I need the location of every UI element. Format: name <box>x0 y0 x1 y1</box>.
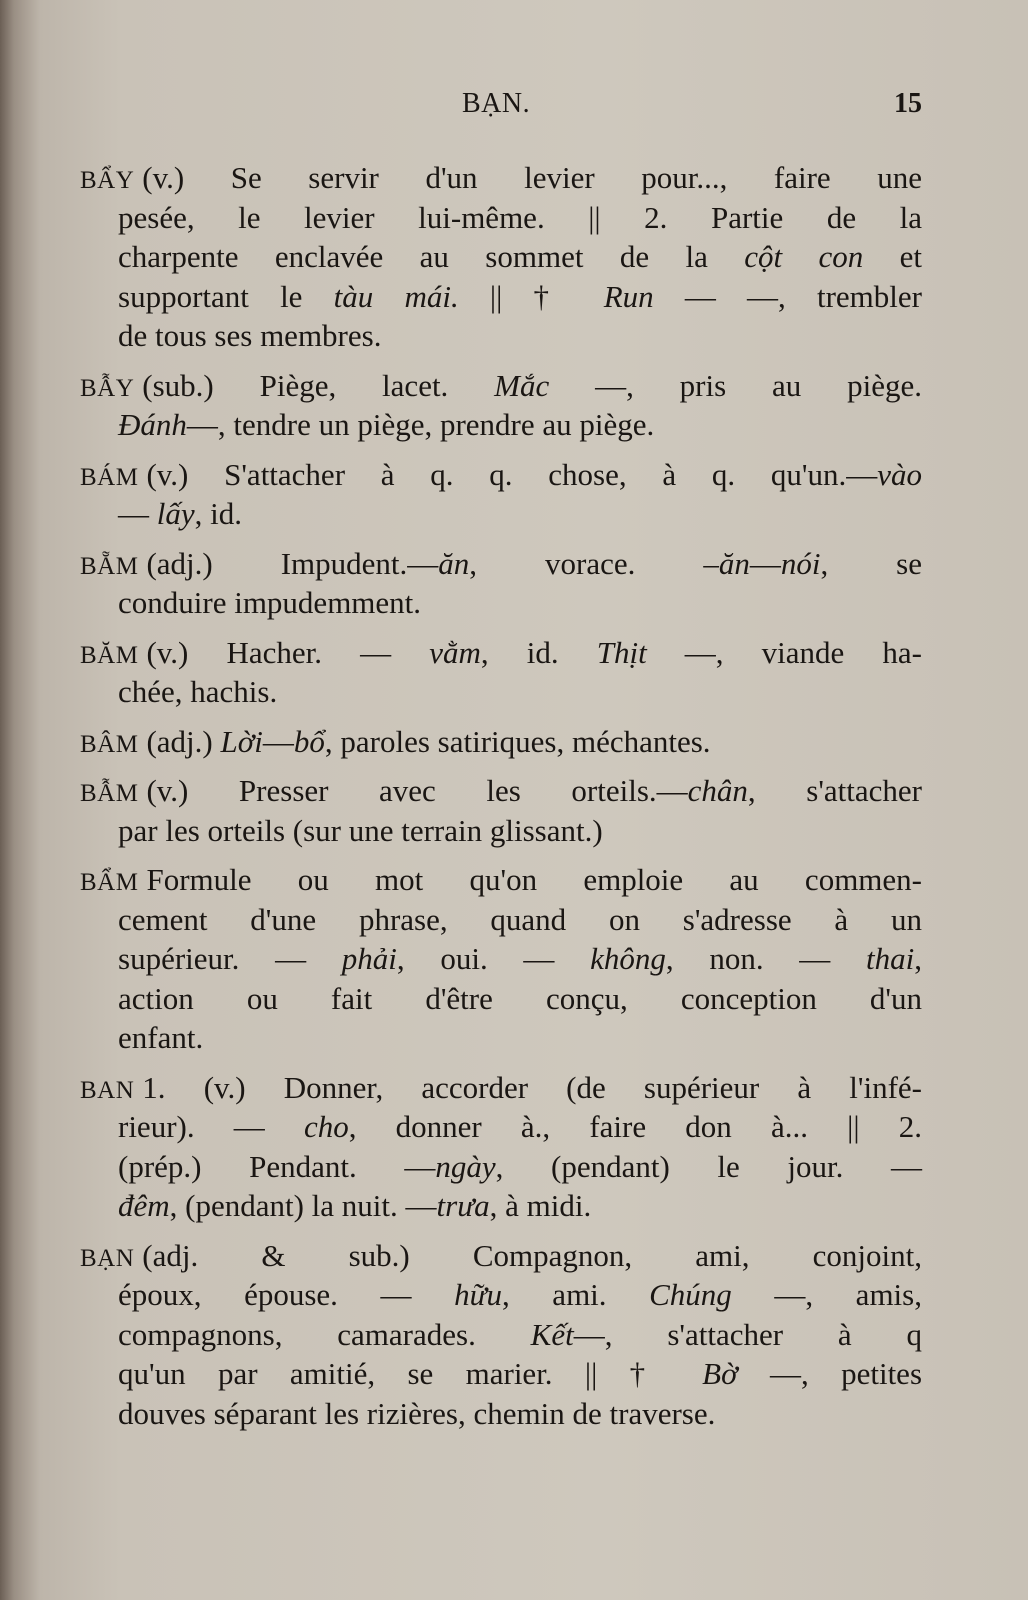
vietnamese-term: chân <box>687 773 748 808</box>
definition-text: , à midi. <box>489 1188 592 1223</box>
vietnamese-term: hữu <box>454 1277 502 1312</box>
dictionary-entry <box>80 366 922 445</box>
headword: BẪY <box>80 374 135 402</box>
entry-line <box>80 722 922 762</box>
definition-text: , ami. <box>501 1277 650 1312</box>
vietnamese-term: ăn <box>718 545 750 581</box>
definition-text: — <box>262 723 294 759</box>
entry-line <box>80 544 922 584</box>
definition-text: (adj.) Impudent.— <box>146 545 439 581</box>
entry-line <box>80 811 922 851</box>
definition-text: (v.) Presser avec les orteils.— <box>146 773 688 808</box>
definition-text: —, viande ha- <box>646 634 922 670</box>
entry-line <box>80 672 922 712</box>
definition-text: —, tendre un piège, prendre au piège. <box>186 407 655 442</box>
entry-line <box>80 900 922 940</box>
definition-text: et <box>863 239 923 274</box>
entry-line <box>80 1018 922 1058</box>
vietnamese-term: Run <box>603 278 654 314</box>
vietnamese-term: tàu mái. <box>333 278 459 314</box>
entry-line <box>80 1354 922 1394</box>
definition-text: , non. — <box>665 941 867 976</box>
definition-text: compagnons, camarades. <box>118 1316 531 1352</box>
definition-text: —, s'attacher à q <box>573 1316 922 1352</box>
definition-text: || † <box>458 278 604 314</box>
page-header <box>0 88 1028 128</box>
definition-text: , s'attacher <box>747 773 922 808</box>
definition-text: Formule ou mot qu'on emploie au commen- <box>146 862 922 897</box>
definition-text: (v.) S'attacher à q. q. chose, à q. qu'un.— <box>146 456 878 492</box>
entry-line <box>80 198 922 238</box>
dictionary-entry <box>80 158 922 356</box>
dictionary-entry <box>80 860 922 1058</box>
dictionary-entry <box>80 1068 922 1226</box>
vietnamese-term: Đánh <box>118 407 187 442</box>
definition-text: (adj. & sub.) Compagnon, ami, conjoint, <box>142 1237 922 1273</box>
headword: BẨY <box>80 167 135 194</box>
definition-text: supportant le <box>118 278 334 314</box>
entry-line <box>80 1068 922 1108</box>
dictionary-entry <box>80 771 922 850</box>
dictionary-entry <box>80 722 922 762</box>
definition-text: pesée, le levier lui-même. || 2. Partie de la <box>118 199 922 235</box>
vietnamese-term: đêm <box>118 1188 170 1223</box>
definition-text: conduire impudemment. <box>118 585 422 620</box>
definition-text: supérieur. — <box>118 941 342 976</box>
definition-text: , oui. — <box>396 941 591 976</box>
definition-text: , (pendant) le jour. — <box>495 1148 922 1184</box>
dictionary-entries <box>80 158 922 1443</box>
headword: BẠN <box>80 1244 135 1272</box>
entry-line <box>80 1236 922 1276</box>
definition-text: (v.) Hacher. — <box>146 634 430 670</box>
vietnamese-term: vào <box>877 456 922 492</box>
dictionary-entry <box>80 544 922 623</box>
headword: BÂM <box>80 730 139 758</box>
definition-text: qu'un par amitié, se marier. || † <box>118 1356 703 1391</box>
dictionary-entry <box>80 633 922 712</box>
vietnamese-term: cho <box>303 1109 349 1144</box>
definition-text: —, pris au piège. <box>549 367 922 403</box>
entry-line <box>80 633 922 673</box>
definition-text: rieur). — <box>118 1109 304 1144</box>
entry-line <box>80 1394 922 1434</box>
vietnamese-term: Chúng <box>649 1277 732 1312</box>
vietnamese-term: vằm <box>429 634 481 670</box>
entry-line <box>80 979 922 1019</box>
definition-text: —, petites <box>737 1356 923 1391</box>
entry-line <box>80 1275 922 1315</box>
definition-text: 1. (v.) Donner, accorder (de supérieur à l'infé- <box>142 1069 922 1105</box>
page-number: 15 <box>894 88 922 119</box>
definition-text: (sub.) Piège, lacet. <box>142 367 495 403</box>
headword: BẪM <box>80 780 139 807</box>
vietnamese-term: nói <box>780 545 821 581</box>
vietnamese-term: ăn <box>438 545 470 581</box>
definition-text: , se <box>820 545 922 581</box>
definition-text: enfant. <box>118 1020 204 1055</box>
definition-text: chée, hachis. <box>118 674 278 709</box>
entry-line <box>80 860 922 900</box>
vietnamese-term: bổ <box>293 723 325 759</box>
headword: BĂM <box>80 641 139 669</box>
entry-line <box>80 583 922 623</box>
vietnamese-term: Thịt <box>596 634 647 670</box>
definition-text: (prép.) Pendant. — <box>118 1148 436 1184</box>
definition-text: , vorace. – <box>469 545 719 581</box>
entry-line <box>80 1107 922 1147</box>
running-title: BẠN. <box>462 88 531 119</box>
definition-text: par les orteils (sur une terrain glissant.) <box>118 812 603 848</box>
definition-text: (v.) Se servir d'un levier pour..., faire une <box>142 160 922 195</box>
headword: BẨM <box>80 869 139 896</box>
entry-line <box>80 405 922 445</box>
vietnamese-term: không <box>590 941 666 976</box>
vietnamese-term: Mắc <box>494 367 550 403</box>
definition-text: , id. <box>194 496 242 531</box>
definition-text: — <box>749 545 781 581</box>
vietnamese-term: cột con <box>744 239 864 274</box>
definition-text: douves séparant les rizières, chemin de traverse. <box>118 1395 716 1431</box>
entry-line <box>80 771 922 811</box>
entry-line <box>80 455 922 495</box>
definition-text: action ou fait d'être conçu, conception d'un <box>118 980 922 1016</box>
definition-text: — <box>118 496 157 531</box>
headword: BAN <box>80 1076 135 1104</box>
vietnamese-term: Kết <box>530 1316 574 1352</box>
entry-line <box>80 1147 922 1187</box>
definition-text: , <box>914 941 922 976</box>
definition-text: de tous ses membres. <box>118 318 382 353</box>
entry-line <box>80 1315 922 1355</box>
entry-line <box>80 237 922 277</box>
entry-line <box>80 1186 922 1226</box>
headword: BẴM <box>80 552 139 580</box>
vietnamese-term: phải <box>341 941 397 976</box>
entry-line <box>80 158 922 198</box>
vietnamese-term: ngày <box>435 1148 496 1184</box>
definition-text: époux, épouse. — <box>118 1277 455 1312</box>
entry-line <box>80 939 922 979</box>
vietnamese-term: thai <box>866 941 915 976</box>
dictionary-entry <box>80 1236 922 1434</box>
definition-text: — —, trembler <box>653 278 922 314</box>
definition-text: , paroles satiriques, méchantes. <box>324 723 711 759</box>
vietnamese-term: trưa <box>436 1188 490 1223</box>
entry-line <box>80 494 922 534</box>
vietnamese-term: lấy <box>156 496 195 531</box>
entry-line <box>80 316 922 356</box>
dictionary-entry <box>80 455 922 534</box>
definition-text: , (pendant) la nuit. — <box>169 1188 437 1223</box>
definition-text: —, amis, <box>731 1277 922 1312</box>
definition-text: , id. <box>480 634 597 670</box>
definition-text: , donner à., faire don à... || 2. <box>348 1109 922 1144</box>
vietnamese-term: Lời <box>220 723 263 759</box>
definition-text: cement d'une phrase, quand on s'adresse à un <box>118 901 922 937</box>
definition-text: (adj.) <box>146 723 221 759</box>
vietnamese-term: Bờ <box>702 1356 738 1391</box>
entry-line <box>80 366 922 406</box>
entry-line <box>80 277 922 317</box>
definition-text: charpente enclavée au sommet de la <box>118 239 745 274</box>
headword: BÁM <box>80 463 139 491</box>
